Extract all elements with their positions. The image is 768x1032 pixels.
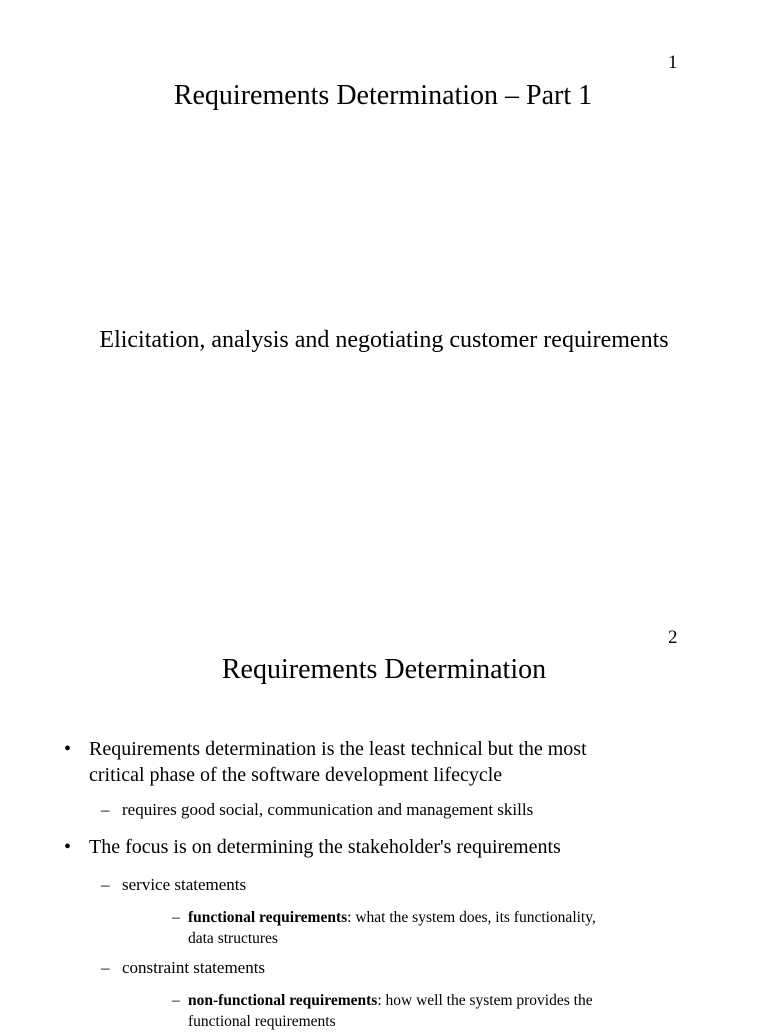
bullet-marker: • [64,836,72,858]
bullet-item [64,834,561,860]
bullet-marker: – [172,909,180,926]
page-number: 1 [668,52,678,73]
bullet-text: The focus is on determining the stakeholder's requirements [89,836,561,858]
sub-sub-bullet-item [172,990,593,1032]
sub-bullet-item [101,799,534,821]
bullet-marker: – [172,992,180,1009]
bullet-text: requires good social, communication and management skills [122,800,534,819]
bullet-marker: – [101,800,110,819]
bullet-text-line: Requirements determination is the least technical but the most [89,738,587,760]
bullet-text: : how well the system provides the [377,992,593,1009]
bullet-item [64,736,587,788]
bullet-marker: – [101,875,110,894]
sub-sub-bullet-item [172,907,596,949]
bullet-text-line: critical phase of the software development lifecycle [89,764,503,786]
bold-term: non-functional requirements [188,992,378,1009]
bullet-text-line: data structures [188,930,278,947]
bullet-text: constraint statements [122,958,266,977]
sub-bullet-item [101,874,247,896]
slide-2 [0,576,768,1030]
bullet-marker: • [64,738,72,760]
slide-subtitle: Elicitation, analysis and negotiating customer requirements [99,327,669,353]
sub-bullet-item [101,957,266,979]
bullet-text: : what the system does, its functionality, [347,909,596,926]
bullet-marker: – [101,958,110,977]
slide-title: Requirements Determination [221,654,547,685]
bullet-text-line: functional requirements [188,1013,336,1030]
bold-term: functional requirements [188,909,348,926]
slide-title: Requirements Determination – Part 1 [173,80,593,111]
page-number: 2 [668,627,678,648]
bullet-text: service statements [122,875,247,894]
